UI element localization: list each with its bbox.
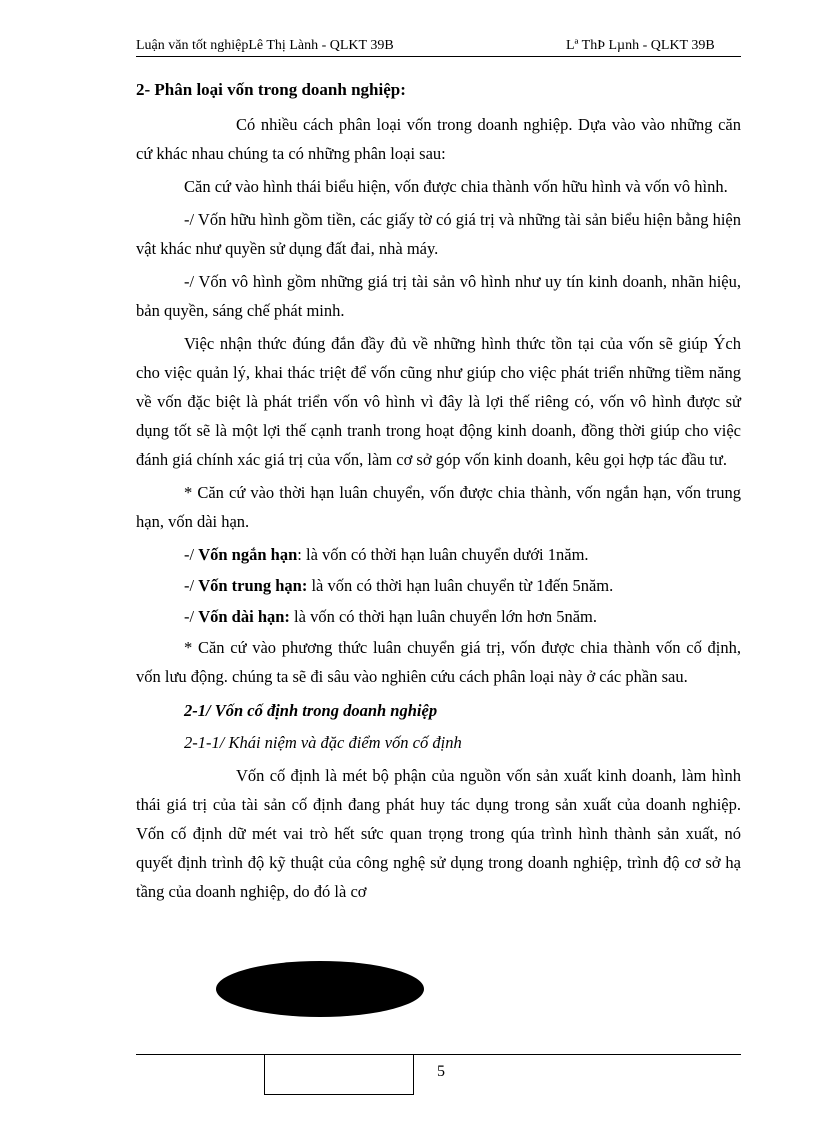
item-text: là vốn có thời hạn luân chuyển lớn hơn 5năm. [289, 607, 597, 626]
paragraph-intro: Có nhiều cách phân loại vốn trong doanh nghiệp. Dựa vào vào những căn cứ khác nhau chúng ta có những phân loại sau: [136, 115, 741, 163]
item-sep: : [297, 545, 302, 564]
item-prefix: -/ [184, 576, 199, 595]
paragraph-awareness: Việc nhận thức đúng đắn đầy đủ về những hình thức tồn tại của vốn sẽ giúp Ých cho việc quản lý, khai thác triệt để vốn cũng như giúp cho việc phát triển những tiềm năng về vốn đặc biệt là phát triển vốn vô hình vì đây là lợi thế riêng có, vốn vô hình được sử dụng tốt sẽ là một lợi thế cạnh tranh trong hoạt động kinh doanh, đồng thời giúp cho việc đánh giá chính xác giá trị của vốn, làm cơ sở góp vốn kinh doanh, kêu gọi hợp tác đầu tư. [136, 334, 741, 469]
paragraph-term-basis: * Căn cứ vào thời hạn luân chuyển, vốn được chia thành, vốn ngắn hạn, vốn trung hạn, vốn dài hạn. [136, 483, 741, 531]
header-right-text: Lª ThÞ Lµnh - QLKT 39B [566, 38, 715, 53]
footer-box [264, 1054, 414, 1095]
list-item-short-term [136, 540, 741, 569]
redaction-blot [216, 961, 424, 1017]
document-body [136, 80, 741, 910]
paragraph-intangible-capital: -/ Vốn vô hình gồm những giá trị tài sản vô hình như uy tín kinh doanh, nhãn hiệu, bản quyền, sáng chế phát minh. [136, 272, 741, 320]
item-term: Vốn dài hạn: [198, 607, 290, 626]
header-left-text: Luận văn tốt nghiệpLê Thị Lành - QLKT 39B [136, 38, 394, 53]
item-text: là vốn có thời hạn luân chuyển từ 1đến 5năm. [307, 576, 614, 595]
paragraph-form-basis: Căn cứ vào hình thái biểu hiện, vốn được chia thành vốn hữu hình và vốn vô hình. [184, 177, 728, 196]
item-term: Vốn ngắn hạn [198, 545, 298, 564]
item-prefix: -/ [184, 545, 199, 564]
list-item-medium-term [136, 571, 741, 600]
item-prefix: -/ [184, 607, 199, 626]
list-item-long-term [136, 602, 741, 631]
subsection-heading: 2-1/ Vốn cố định trong doanh nghiệp [184, 701, 438, 720]
section-heading: 2- Phân loại vốn trong doanh nghiệp: [136, 80, 406, 99]
page-number: 5 [437, 1063, 445, 1080]
paragraph-tangible-capital: -/ Vốn hữu hình gồm tiền, các giấy tờ có giá trị và những tài sản biểu hiện bằng hiện vật khác như quyền sử dụng đất đai, nhà máy. [136, 210, 741, 258]
item-term: Vốn trung hạn: [198, 576, 308, 595]
header-divider [136, 56, 741, 57]
item-text: là vốn có thời hạn luân chuyển dưới 1năm. [301, 545, 589, 564]
sub-subsection-heading: 2-1-1/ Khái niệm và đặc điểm vốn cố định [184, 733, 462, 752]
paragraph-fixed-capital: Vốn cố định là mét bộ phận của nguồn vốn sản xuất kinh doanh, làm hình thái giá trị của tài sản cố định đang phát huy tác dụng trong sản xuất của doanh nghiệp. Vốn cố định dữ mét vai trò hết sức quan trọng trong qúa trình hình thành sản xuất, nó quyết định trình độ kỹ thuật của công nghệ sử dụng trong doanh nghiệp, trình độ cơ sở hạ tầng của doanh nghiệp, do đó là cơ [136, 766, 741, 901]
paragraph-circulation-basis: * Căn cứ vào phương thức luân chuyển giá trị, vốn được chia thành vốn cố định, vốn lưu động. chúng ta sẽ đi sâu vào nghiên cứu cách phân loại này ở các phần sau. [136, 638, 741, 686]
footer-divider [136, 1054, 741, 1055]
